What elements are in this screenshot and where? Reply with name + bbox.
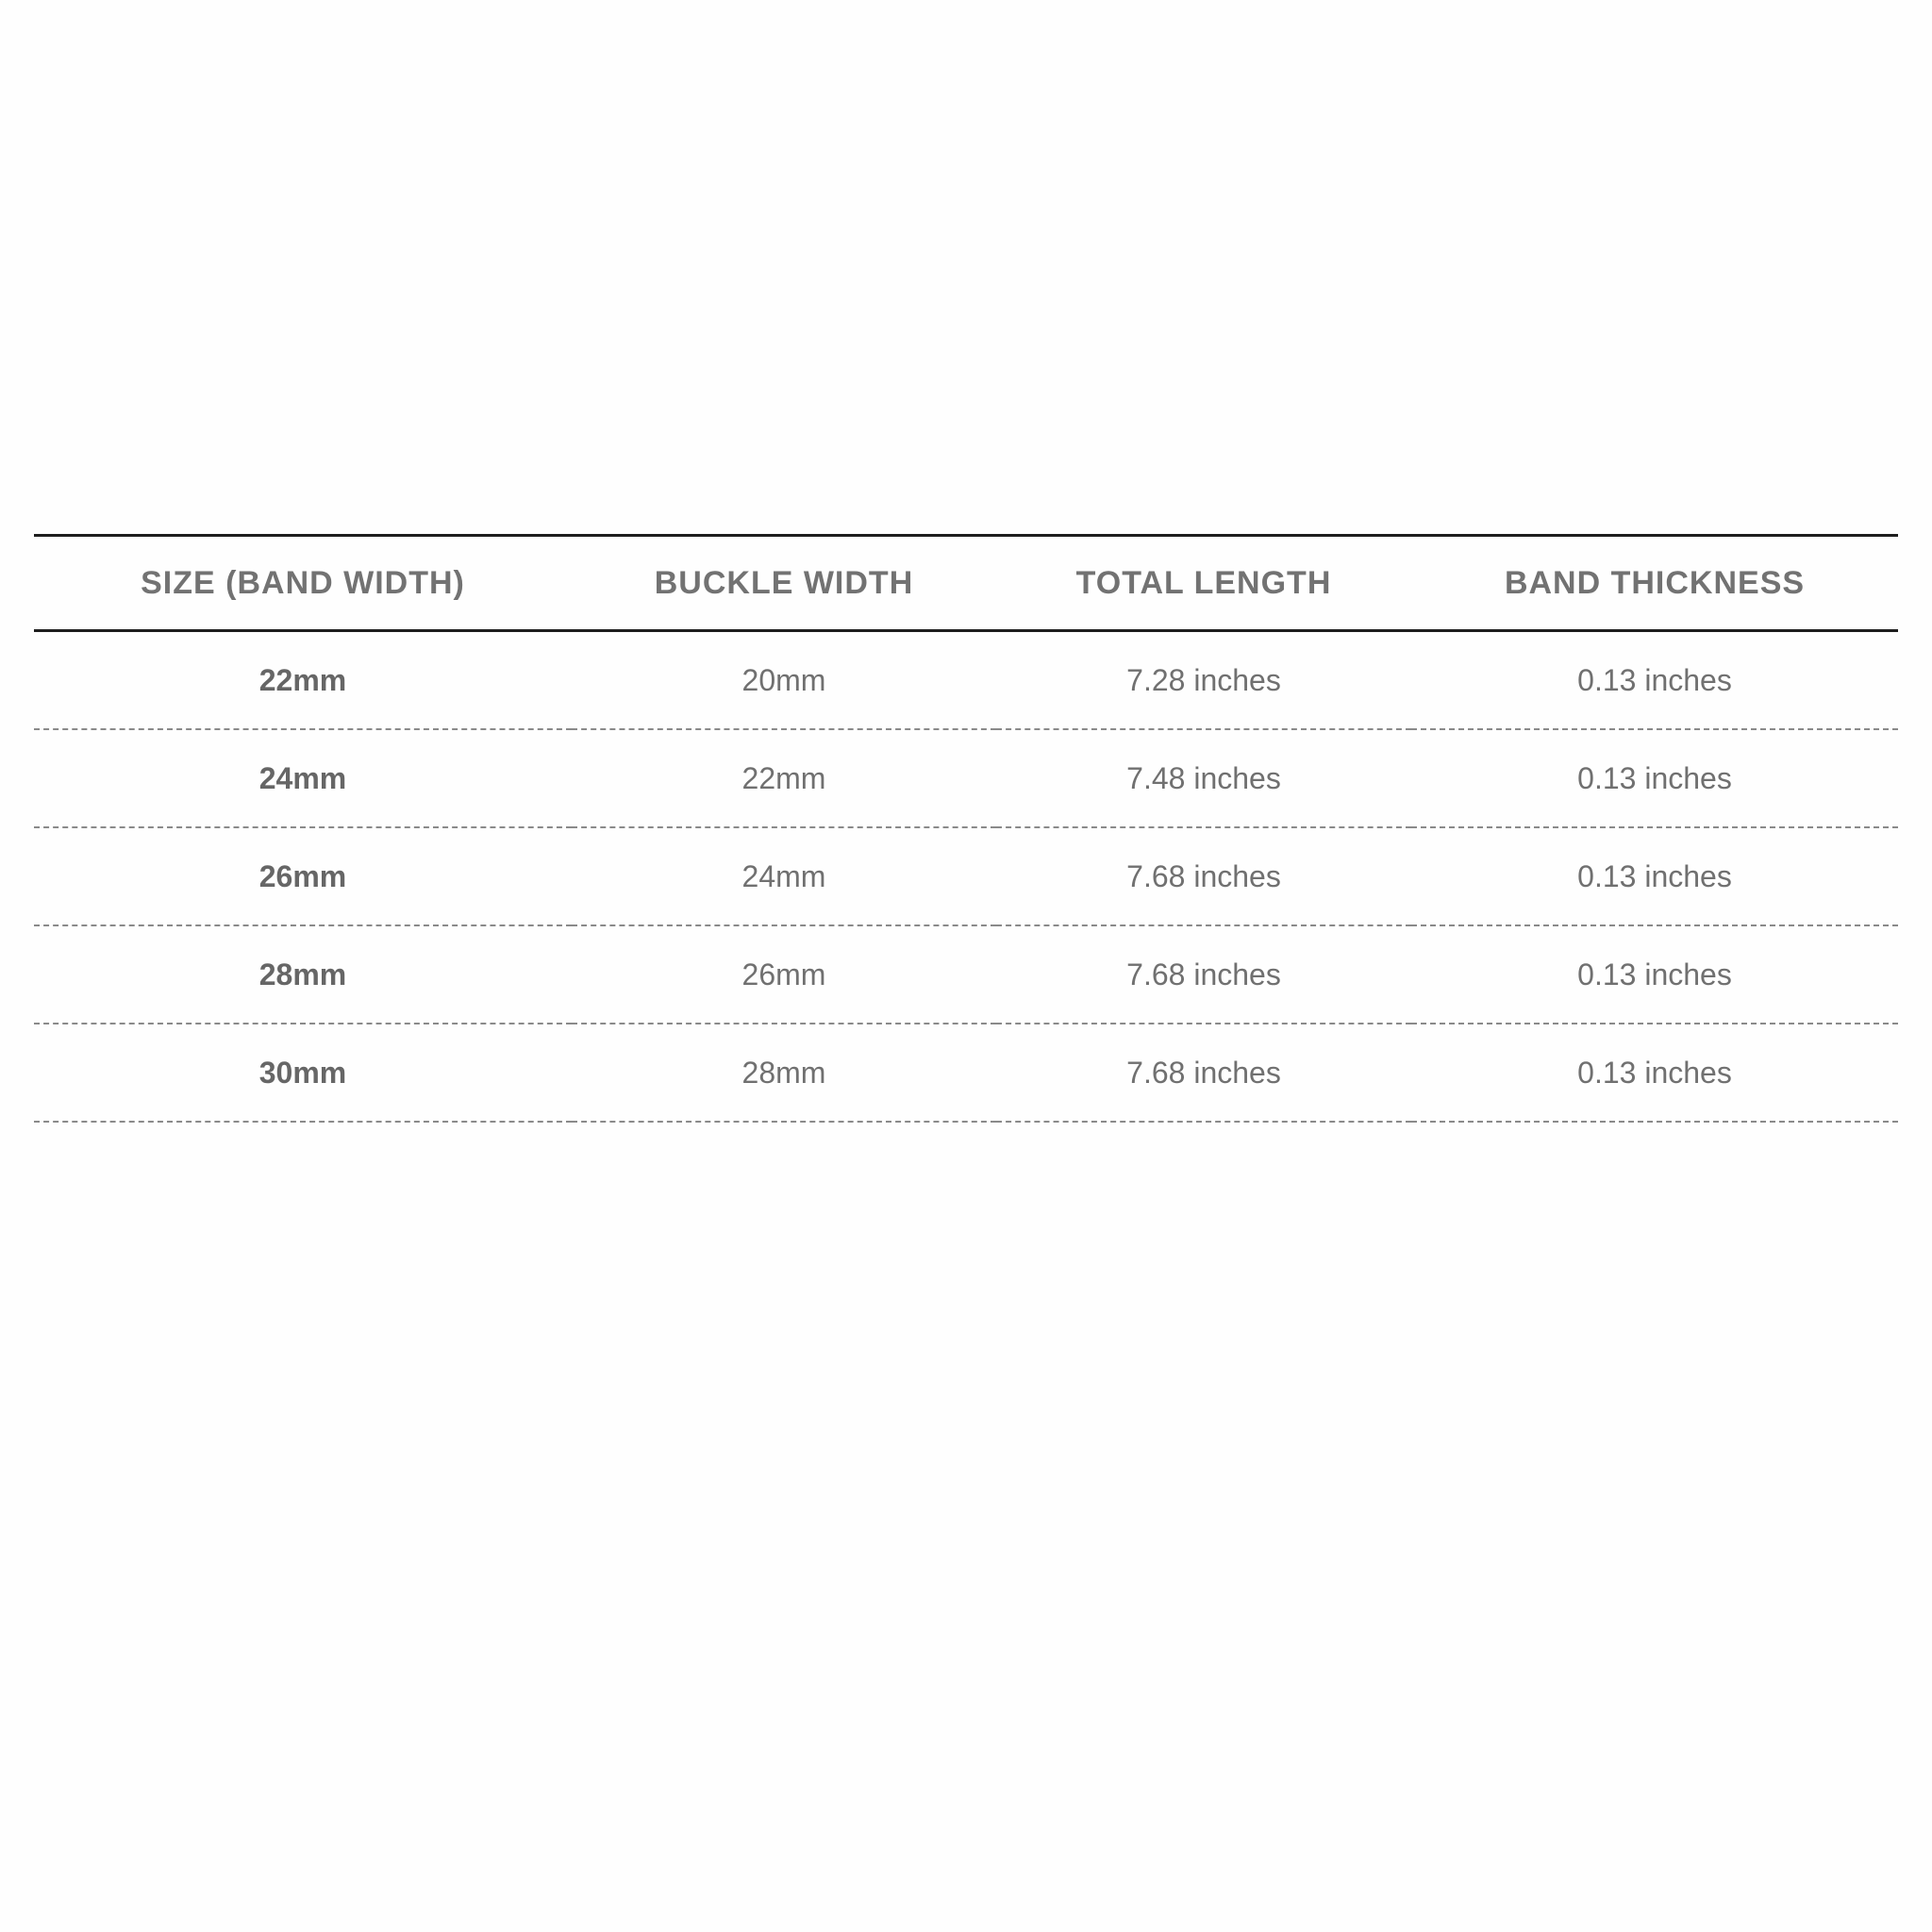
table-row <box>34 827 1898 925</box>
cell-size: 24mm <box>34 729 572 827</box>
cell-buckle-width: 28mm <box>572 1024 996 1122</box>
cell-buckle-width: 20mm <box>572 631 996 730</box>
cell-size: 22mm <box>34 631 572 730</box>
table-row <box>34 631 1898 730</box>
header-total-length: TOTAL LENGTH <box>996 536 1411 631</box>
table-row <box>34 1024 1898 1122</box>
cell-size: 26mm <box>34 827 572 925</box>
cell-band-thickness: 0.13 inches <box>1411 631 1898 730</box>
cell-band-thickness: 0.13 inches <box>1411 925 1898 1024</box>
table-body <box>34 631 1898 1123</box>
table-row <box>34 729 1898 827</box>
cell-band-thickness: 0.13 inches <box>1411 827 1898 925</box>
cell-band-thickness: 0.13 inches <box>1411 729 1898 827</box>
cell-total-length: 7.48 inches <box>996 729 1411 827</box>
cell-total-length: 7.68 inches <box>996 1024 1411 1122</box>
cell-total-length: 7.68 inches <box>996 827 1411 925</box>
cell-buckle-width: 24mm <box>572 827 996 925</box>
header-row <box>34 536 1898 631</box>
header-band-thickness: BAND THICKNESS <box>1411 536 1898 631</box>
cell-size: 30mm <box>34 1024 572 1122</box>
cell-total-length: 7.68 inches <box>996 925 1411 1024</box>
table-header <box>34 536 1898 631</box>
cell-band-thickness: 0.13 inches <box>1411 1024 1898 1122</box>
size-chart-table <box>34 534 1898 1123</box>
header-buckle-width: BUCKLE WIDTH <box>572 536 996 631</box>
table-row <box>34 925 1898 1024</box>
header-size-band-width: SIZE (BAND WIDTH) <box>34 536 572 631</box>
cell-size: 28mm <box>34 925 572 1024</box>
cell-buckle-width: 26mm <box>572 925 996 1024</box>
cell-total-length: 7.28 inches <box>996 631 1411 730</box>
cell-buckle-width: 22mm <box>572 729 996 827</box>
